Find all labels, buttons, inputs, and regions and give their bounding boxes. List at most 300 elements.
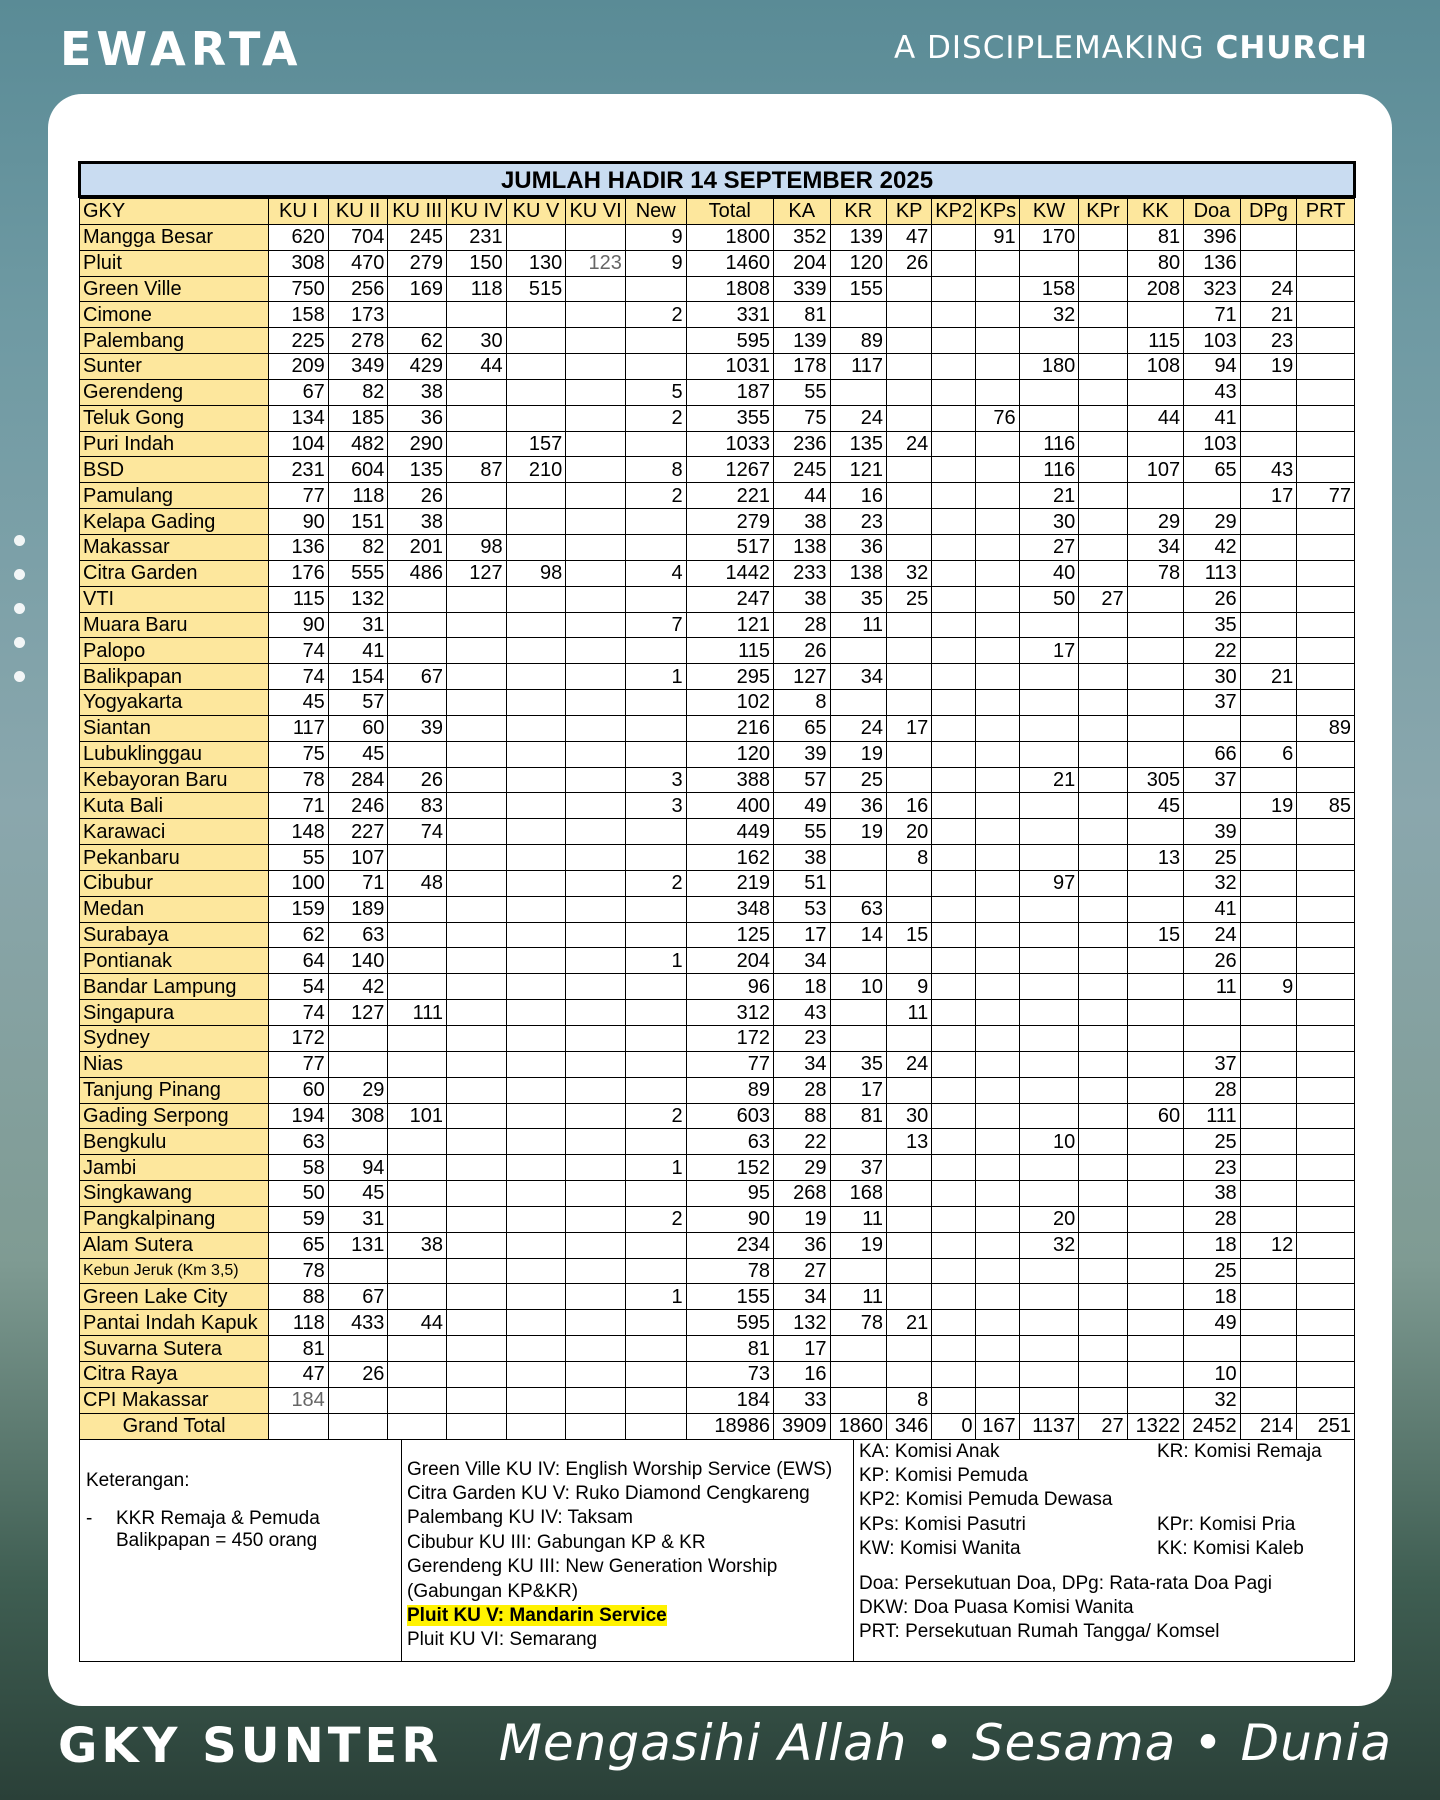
value-cell xyxy=(1240,250,1297,276)
value-cell xyxy=(447,1258,507,1284)
value-cell: 1267 xyxy=(686,457,773,483)
value-cell: 268 xyxy=(773,1181,830,1207)
value-cell xyxy=(887,1077,932,1103)
value-cell: 58 xyxy=(269,1155,329,1181)
value-cell xyxy=(1297,328,1355,354)
value-cell xyxy=(830,1129,887,1155)
value-cell xyxy=(976,819,1019,845)
value-cell xyxy=(1019,1026,1079,1052)
value-cell xyxy=(932,1387,976,1413)
value-cell xyxy=(388,1051,447,1077)
value-cell xyxy=(932,974,976,1000)
value-cell: 227 xyxy=(328,819,388,845)
value-cell xyxy=(887,302,932,328)
value-cell: 102 xyxy=(686,690,773,716)
value-cell xyxy=(1184,1336,1241,1362)
value-cell xyxy=(1079,405,1127,431)
value-cell xyxy=(566,948,626,974)
value-cell xyxy=(1127,1310,1184,1336)
value-cell: 20 xyxy=(887,819,932,845)
value-cell xyxy=(976,1336,1019,1362)
value-cell: 118 xyxy=(447,276,507,302)
value-cell: 78 xyxy=(1127,560,1184,586)
value-cell: 25 xyxy=(1184,1258,1241,1284)
value-cell xyxy=(388,845,447,871)
value-cell xyxy=(1240,1258,1297,1284)
value-cell xyxy=(1240,405,1297,431)
value-cell: 37 xyxy=(1184,1051,1241,1077)
column-header: KU VI xyxy=(566,199,626,225)
value-cell: 74 xyxy=(388,819,447,845)
value-cell: 23 xyxy=(1240,328,1297,354)
value-cell: 75 xyxy=(269,741,329,767)
value-cell xyxy=(1079,819,1127,845)
total-cell: 1322 xyxy=(1127,1413,1184,1439)
value-cell xyxy=(1297,431,1355,457)
value-cell xyxy=(932,1181,976,1207)
value-cell xyxy=(625,715,686,741)
church-name-cell: Singapura xyxy=(80,1000,269,1026)
church-name-cell: Pluit xyxy=(80,250,269,276)
value-cell: 2 xyxy=(625,870,686,896)
value-cell: 6 xyxy=(1240,741,1297,767)
value-cell xyxy=(976,974,1019,1000)
value-cell: 21 xyxy=(1240,664,1297,690)
value-cell xyxy=(447,870,507,896)
value-cell: 90 xyxy=(269,612,329,638)
value-cell xyxy=(976,483,1019,509)
church-name-cell: Palembang xyxy=(80,328,269,354)
value-cell: 43 xyxy=(1240,457,1297,483)
value-cell xyxy=(506,948,566,974)
value-cell: 81 xyxy=(773,302,830,328)
column-header: KR xyxy=(830,199,887,225)
value-cell: 1 xyxy=(625,948,686,974)
column-header: KPr xyxy=(1079,199,1127,225)
value-cell: 30 xyxy=(887,1103,932,1129)
value-cell: 36 xyxy=(830,793,887,819)
value-cell: 127 xyxy=(447,560,507,586)
value-cell: 26 xyxy=(1184,948,1241,974)
value-cell xyxy=(887,405,932,431)
value-cell xyxy=(976,431,1019,457)
value-cell xyxy=(625,509,686,535)
church-name-cell: Pontianak xyxy=(80,948,269,974)
value-cell: 90 xyxy=(269,509,329,535)
column-header: KA xyxy=(773,199,830,225)
abbr-extra xyxy=(859,1572,1349,1645)
value-cell xyxy=(1240,1051,1297,1077)
abbr-item xyxy=(1157,1464,1349,1488)
value-cell xyxy=(447,1155,507,1181)
value-cell xyxy=(1127,1026,1184,1052)
table-row xyxy=(80,1206,1355,1232)
value-cell: 176 xyxy=(269,560,329,586)
value-cell xyxy=(887,1258,932,1284)
table-header-row xyxy=(80,199,1355,225)
value-cell xyxy=(625,1361,686,1387)
value-cell: 50 xyxy=(269,1181,329,1207)
abbr-item: KP2: Komisi Pemuda Dewasa xyxy=(859,1489,1113,1511)
value-cell: 89 xyxy=(686,1077,773,1103)
value-cell: 88 xyxy=(773,1103,830,1129)
value-cell xyxy=(1240,870,1297,896)
value-cell xyxy=(566,1026,626,1052)
value-cell: 41 xyxy=(328,638,388,664)
value-cell xyxy=(1079,948,1127,974)
value-cell xyxy=(447,1206,507,1232)
column-header: KU IV xyxy=(447,199,507,225)
value-cell: 38 xyxy=(388,1232,447,1258)
value-cell xyxy=(887,1336,932,1362)
value-cell: 55 xyxy=(269,845,329,871)
value-cell: 3 xyxy=(625,767,686,793)
value-cell xyxy=(1079,328,1127,354)
value-cell: 63 xyxy=(830,896,887,922)
value-cell xyxy=(1019,379,1079,405)
value-cell xyxy=(1240,1129,1297,1155)
value-cell xyxy=(1184,1026,1241,1052)
value-cell xyxy=(506,612,566,638)
value-cell: 233 xyxy=(773,560,830,586)
value-cell: 111 xyxy=(1184,1103,1241,1129)
highlighted-service: Pluit KU V: Mandarin Service xyxy=(407,1604,667,1626)
value-cell xyxy=(506,870,566,896)
value-cell xyxy=(1240,1336,1297,1362)
church-name-cell: Nias xyxy=(80,1051,269,1077)
value-cell xyxy=(1019,948,1079,974)
value-cell xyxy=(506,483,566,509)
value-cell xyxy=(976,379,1019,405)
value-cell xyxy=(506,302,566,328)
value-cell xyxy=(976,1000,1019,1026)
value-cell: 45 xyxy=(328,1181,388,1207)
value-cell: 2 xyxy=(625,1206,686,1232)
value-cell xyxy=(566,1310,626,1336)
value-cell: 19 xyxy=(773,1206,830,1232)
value-cell xyxy=(1240,948,1297,974)
value-cell: 38 xyxy=(388,509,447,535)
value-cell xyxy=(1297,819,1355,845)
value-cell xyxy=(1079,534,1127,560)
value-cell: 1800 xyxy=(686,224,773,250)
total-cell: 346 xyxy=(887,1413,932,1439)
notes-services xyxy=(402,1440,854,1661)
remarks-bullet xyxy=(86,1508,395,1552)
value-cell xyxy=(1240,612,1297,638)
value-cell xyxy=(1127,1232,1184,1258)
value-cell: 37 xyxy=(1184,690,1241,716)
value-cell: 117 xyxy=(830,354,887,380)
value-cell xyxy=(887,1026,932,1052)
value-cell xyxy=(1019,1077,1079,1103)
value-cell xyxy=(625,328,686,354)
value-cell xyxy=(506,664,566,690)
value-cell xyxy=(1079,870,1127,896)
value-cell xyxy=(625,431,686,457)
value-cell xyxy=(625,1051,686,1077)
value-cell: 158 xyxy=(1019,276,1079,302)
value-cell xyxy=(1297,664,1355,690)
value-cell xyxy=(388,1361,447,1387)
value-cell: 34 xyxy=(1127,534,1184,560)
value-cell: 95 xyxy=(686,1181,773,1207)
value-cell xyxy=(506,1026,566,1052)
value-cell xyxy=(976,1206,1019,1232)
table-row xyxy=(80,1155,1355,1181)
value-cell xyxy=(1079,638,1127,664)
value-cell xyxy=(566,1103,626,1129)
value-cell: 75 xyxy=(773,405,830,431)
total-cell xyxy=(566,1413,626,1439)
value-cell xyxy=(566,302,626,328)
value-cell: 295 xyxy=(686,664,773,690)
value-cell xyxy=(1079,1387,1127,1413)
value-cell xyxy=(830,690,887,716)
value-cell: 225 xyxy=(269,328,329,354)
value-cell xyxy=(566,405,626,431)
remarks-heading: Keterangan: xyxy=(86,1469,190,1491)
value-cell xyxy=(566,379,626,405)
value-cell: 10 xyxy=(1019,1129,1079,1155)
value-cell xyxy=(1297,1336,1355,1362)
value-cell: 42 xyxy=(1184,534,1241,560)
table-row xyxy=(80,793,1355,819)
value-cell: 17 xyxy=(1240,483,1297,509)
value-cell xyxy=(625,896,686,922)
value-cell xyxy=(1079,1181,1127,1207)
value-cell xyxy=(566,715,626,741)
value-cell: 172 xyxy=(686,1026,773,1052)
value-cell: 32 xyxy=(1019,1232,1079,1258)
value-cell: 352 xyxy=(773,224,830,250)
value-cell xyxy=(932,560,976,586)
table-row xyxy=(80,586,1355,612)
value-cell: 116 xyxy=(1019,431,1079,457)
total-cell xyxy=(625,1413,686,1439)
value-cell xyxy=(1240,690,1297,716)
column-header: KP xyxy=(887,199,932,225)
value-cell: 132 xyxy=(328,586,388,612)
value-cell xyxy=(447,431,507,457)
value-cell xyxy=(566,845,626,871)
church-name-cell: Mangga Besar xyxy=(80,224,269,250)
value-cell xyxy=(932,1103,976,1129)
value-cell xyxy=(388,1129,447,1155)
value-cell xyxy=(566,509,626,535)
value-cell xyxy=(976,509,1019,535)
value-cell: 31 xyxy=(328,612,388,638)
value-cell: 89 xyxy=(1297,715,1355,741)
value-cell xyxy=(506,224,566,250)
value-cell: 87 xyxy=(447,457,507,483)
value-cell: 482 xyxy=(328,431,388,457)
value-cell xyxy=(1127,1258,1184,1284)
table-row xyxy=(80,534,1355,560)
value-cell xyxy=(1297,302,1355,328)
value-cell xyxy=(1240,1206,1297,1232)
value-cell xyxy=(932,483,976,509)
value-cell xyxy=(566,1077,626,1103)
value-cell xyxy=(1297,1051,1355,1077)
value-cell: 25 xyxy=(830,767,887,793)
value-cell xyxy=(1127,870,1184,896)
value-cell xyxy=(932,715,976,741)
value-cell: 81 xyxy=(830,1103,887,1129)
church-name-cell: Green Lake City xyxy=(80,1284,269,1310)
value-cell xyxy=(1127,948,1184,974)
value-cell xyxy=(976,534,1019,560)
value-cell xyxy=(1297,1026,1355,1052)
abbr-item: KW: Komisi Wanita xyxy=(859,1538,1021,1560)
value-cell xyxy=(1127,1155,1184,1181)
value-cell: 64 xyxy=(269,948,329,974)
total-cell: 251 xyxy=(1297,1413,1355,1439)
table-row xyxy=(80,690,1355,716)
value-cell: 49 xyxy=(1184,1310,1241,1336)
value-cell xyxy=(830,845,887,871)
value-cell: 81 xyxy=(1127,224,1184,250)
value-cell xyxy=(1297,379,1355,405)
value-cell xyxy=(506,1387,566,1413)
value-cell: 78 xyxy=(686,1258,773,1284)
table-row xyxy=(80,457,1355,483)
abbr-line: PRT: Persekutuan Rumah Tangga/ Komsel xyxy=(859,1621,1220,1643)
value-cell: 11 xyxy=(830,612,887,638)
value-cell xyxy=(830,1336,887,1362)
value-cell: 152 xyxy=(686,1155,773,1181)
value-cell: 231 xyxy=(447,224,507,250)
value-cell xyxy=(1019,845,1079,871)
value-cell xyxy=(976,1387,1019,1413)
value-cell xyxy=(1019,328,1079,354)
value-cell: 71 xyxy=(269,793,329,819)
value-cell: 1442 xyxy=(686,560,773,586)
value-cell: 88 xyxy=(269,1284,329,1310)
value-cell: 219 xyxy=(686,870,773,896)
value-cell: 323 xyxy=(1184,276,1241,302)
value-cell xyxy=(1079,431,1127,457)
value-cell xyxy=(1079,974,1127,1000)
value-cell xyxy=(976,896,1019,922)
value-cell: 10 xyxy=(830,974,887,1000)
value-cell: 130 xyxy=(506,250,566,276)
value-cell xyxy=(447,483,507,509)
value-cell xyxy=(887,896,932,922)
value-cell xyxy=(932,664,976,690)
column-header: Total xyxy=(686,199,773,225)
value-cell: 118 xyxy=(328,483,388,509)
church-name-cell: Suvarna Sutera xyxy=(80,1336,269,1362)
value-cell: 704 xyxy=(328,224,388,250)
value-cell xyxy=(566,612,626,638)
value-cell xyxy=(1127,819,1184,845)
value-cell xyxy=(566,1387,626,1413)
total-cell xyxy=(447,1413,507,1439)
value-cell: 66 xyxy=(1184,741,1241,767)
value-cell xyxy=(1240,638,1297,664)
value-cell xyxy=(388,302,447,328)
value-cell xyxy=(625,1181,686,1207)
value-cell xyxy=(830,1026,887,1052)
value-cell: 28 xyxy=(1184,1077,1241,1103)
value-cell xyxy=(506,354,566,380)
value-cell xyxy=(830,379,887,405)
value-cell xyxy=(976,1258,1019,1284)
value-cell: 21 xyxy=(1240,302,1297,328)
value-cell xyxy=(1240,1155,1297,1181)
value-cell: 20 xyxy=(1019,1206,1079,1232)
church-name-cell: Kebayoran Baru xyxy=(80,767,269,793)
value-cell: 30 xyxy=(1019,509,1079,535)
value-cell: 16 xyxy=(887,793,932,819)
value-cell: 32 xyxy=(887,560,932,586)
value-cell xyxy=(1079,1206,1127,1232)
value-cell xyxy=(1297,1258,1355,1284)
value-cell: 49 xyxy=(773,793,830,819)
value-cell xyxy=(447,586,507,612)
value-cell: 194 xyxy=(269,1103,329,1129)
value-cell: 19 xyxy=(830,819,887,845)
value-cell xyxy=(1240,534,1297,560)
value-cell xyxy=(566,974,626,1000)
value-cell xyxy=(1079,457,1127,483)
value-cell xyxy=(506,1051,566,1077)
value-cell: 305 xyxy=(1127,767,1184,793)
value-cell: 3 xyxy=(625,793,686,819)
value-cell xyxy=(932,793,976,819)
value-cell: 17 xyxy=(773,1336,830,1362)
value-cell: 89 xyxy=(830,328,887,354)
value-cell xyxy=(932,1077,976,1103)
value-cell: 35 xyxy=(830,586,887,612)
value-cell: 96 xyxy=(686,974,773,1000)
value-cell: 50 xyxy=(1019,586,1079,612)
value-cell: 28 xyxy=(773,612,830,638)
value-cell xyxy=(830,1361,887,1387)
value-cell xyxy=(447,896,507,922)
value-cell: 43 xyxy=(1184,379,1241,405)
value-cell xyxy=(976,328,1019,354)
value-cell xyxy=(1019,922,1079,948)
value-cell: 103 xyxy=(1184,328,1241,354)
value-cell xyxy=(1240,509,1297,535)
value-cell xyxy=(566,638,626,664)
value-cell xyxy=(1019,1310,1079,1336)
value-cell: 35 xyxy=(1184,612,1241,638)
value-cell: 78 xyxy=(830,1310,887,1336)
value-cell: 331 xyxy=(686,302,773,328)
value-cell: 208 xyxy=(1127,276,1184,302)
value-cell: 27 xyxy=(1019,534,1079,560)
value-cell xyxy=(976,1077,1019,1103)
value-cell xyxy=(932,1232,976,1258)
value-cell xyxy=(1127,612,1184,638)
value-cell: 154 xyxy=(328,664,388,690)
value-cell: 51 xyxy=(773,870,830,896)
grand-total-label: Grand Total xyxy=(80,1413,269,1439)
value-cell: 157 xyxy=(506,431,566,457)
value-cell xyxy=(1019,250,1079,276)
value-cell xyxy=(932,1051,976,1077)
value-cell: 94 xyxy=(1184,354,1241,380)
value-cell xyxy=(447,741,507,767)
value-cell: 18 xyxy=(1184,1232,1241,1258)
value-cell xyxy=(1297,509,1355,535)
value-cell: 107 xyxy=(328,845,388,871)
column-header: KU I xyxy=(269,199,329,225)
value-cell xyxy=(932,276,976,302)
